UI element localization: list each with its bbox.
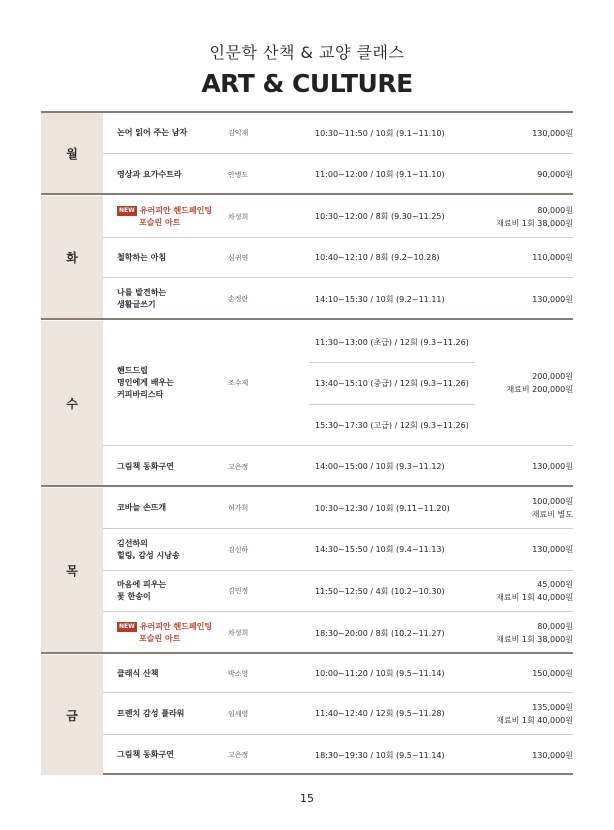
class-time: 11:40~12:40 / 12회 (9.5~11.28) (315, 709, 445, 718)
class-name: 논어 읽어 주는 남자 (117, 128, 188, 137)
day-group-fri (41, 655, 573, 775)
class-time: 11:50~12:50 / 4회 (10.2~10.30) (315, 586, 445, 596)
day-label: 월 (41, 113, 103, 193)
teacher-name: 고은정 (228, 751, 249, 759)
class-name: 프렌치 감성 플라워 (117, 708, 185, 718)
table-row (103, 196, 573, 238)
day-group-mon (41, 113, 573, 195)
page-title: ART & CULTURE (201, 69, 413, 98)
table-row (103, 735, 573, 775)
table-row (103, 238, 573, 278)
class-price: 200,000원 재료비 200,000원 (506, 372, 573, 394)
class-price: 130,000원 (532, 545, 573, 554)
class-time: 14:30~15:50 / 10회 (9.4~11.13) (315, 545, 445, 554)
class-name: 클래식 산책 (117, 668, 159, 678)
day-group-wed (41, 321, 573, 487)
teacher-name: 조수제 (228, 379, 249, 387)
class-price: 130,000원 (532, 294, 573, 304)
teacher-name: 손정란 (228, 295, 249, 303)
table-row (103, 113, 573, 154)
day-label: 금 (41, 655, 103, 775)
table-row (103, 571, 573, 612)
class-price: 90,000원 (537, 170, 573, 179)
class-time: 10:30~12:00 / 8회 (9.30~11.25) (315, 212, 445, 221)
table-row (103, 321, 573, 446)
table-row (103, 446, 573, 487)
table-row (103, 655, 573, 693)
class-time: 14:10~15:30 / 10회 (9.2~11.11) (315, 294, 445, 304)
new-badge: NEW (119, 623, 135, 630)
day-label: 수 (41, 321, 103, 485)
class-time: 11:00~12:00 / 10회 (9.1~11.10) (315, 170, 445, 179)
teacher-name: 차성희 (228, 212, 249, 221)
teacher-name: 허가희 (228, 504, 249, 512)
teacher-name: 심귀연 (228, 253, 249, 262)
class-price: 130,000원 (532, 128, 573, 138)
class-name: 마음에 피우는 꽃 한송이 (117, 580, 167, 601)
day-group-thu (41, 488, 573, 654)
teacher-name: 차성희 (228, 629, 249, 637)
table-row (103, 529, 573, 571)
teacher-name: 안병도 (228, 170, 249, 179)
class-price: 110,000원 (532, 253, 573, 262)
class-price: 100,000원 재료비 별도 (531, 497, 573, 519)
class-time: 15:30~17:30 (고급) / 12회 (9.3~11.26) (315, 420, 469, 430)
table-row (103, 488, 573, 529)
class-time: 18:30~20:00 / 8회 (10.2~11.27) (315, 628, 445, 638)
teacher-name: 김민정 (228, 587, 249, 595)
table-row (103, 612, 573, 654)
class-time: 18:30~19:30 / 10회 (9.5~11.14) (315, 750, 445, 760)
class-name: 나를 발견하는 생활글쓰기 (117, 288, 167, 309)
class-time: 10:30~12:30 / 10회 (9.11~11.20) (315, 503, 450, 513)
page-header (0, 40, 614, 98)
table-row (103, 693, 573, 735)
table-row (103, 278, 573, 320)
teacher-name: 임세영 (228, 709, 249, 718)
page-subtitle: 인문학 산책 & 교양 클래스 (209, 43, 405, 62)
class-price: 135,000원 재료비 1회 40,000원 (496, 702, 573, 725)
class-name: 핸드드립 명인에게 배우는 커피바리스타 (117, 366, 174, 399)
class-name: NEW 유러피안 핸드페인팅 포슬린 아트 (119, 622, 213, 643)
teacher-name: 박소영 (228, 669, 249, 678)
teacher-name: 김선하 (228, 545, 249, 554)
class-price: 45,000원 재료비 1회 40,000원 (496, 580, 573, 602)
class-name: 그림책 동화구연 (117, 461, 174, 471)
class-schedule-table (41, 111, 573, 775)
class-time: 14:00~15:00 / 10회 (9.3~11.12) (315, 462, 445, 471)
table-row (103, 154, 573, 195)
class-price: 130,000원 (532, 462, 573, 471)
class-time: 10:00~11:20 / 10회 (9.5~11.14) (315, 669, 445, 678)
class-time: 10:30~11:50 / 10회 (9.1~11.10) (315, 128, 445, 138)
class-time-list (315, 321, 475, 445)
teacher-name: 김익재 (228, 129, 249, 137)
class-price: 130,000원 (532, 750, 573, 760)
class-name: NEW 유러피안 핸드페인팅 포슬린 아트 (119, 205, 213, 227)
day-label: 화 (41, 196, 103, 318)
class-time: 10:40~12:10 / 8회 (9.2~10.28) (315, 253, 440, 262)
class-name: 코바늘 손뜨개 (117, 503, 167, 512)
teacher-name: 고은정 (228, 462, 249, 471)
class-time: 13:40~15:10 (중급) / 12회 (9.3~11.26) (315, 378, 469, 388)
class-name: 그림책 동화구연 (117, 750, 174, 759)
class-name: 영상과 요가수트라 (117, 169, 182, 179)
day-label: 목 (41, 488, 103, 652)
class-name: 철학하는 아침 (117, 252, 167, 262)
page-number: 15 (300, 792, 314, 805)
class-price: 80,000원 재료비 1회 38,000원 (496, 622, 573, 644)
class-price: 80,000원 재료비 1회 38,000원 (496, 205, 573, 228)
day-group-tue (41, 196, 573, 320)
new-badge: NEW (119, 206, 135, 214)
class-name: 김선하의 힐링, 감성 시낭송 (117, 538, 180, 560)
class-time: 11:30~13:00 (초급) / 12회 (9.3~11.26) (315, 337, 469, 347)
class-price: 150,000원 (532, 669, 573, 678)
